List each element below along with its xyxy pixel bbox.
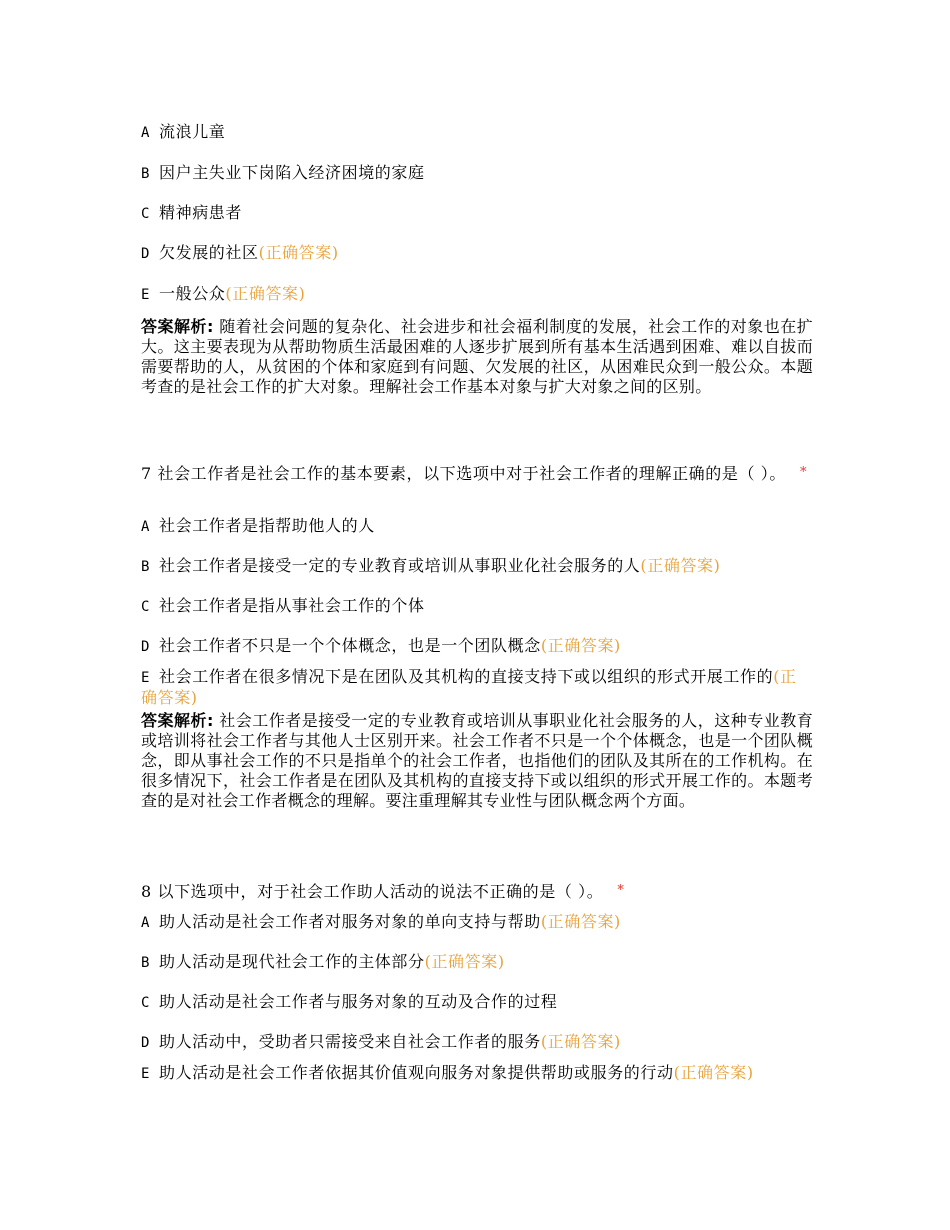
q7-option-e <box>141 667 813 708</box>
option-text: 社会工作者是接受一定的专业教育或培训从事职业化社会服务的人 <box>159 556 641 575</box>
option-letter: D <box>141 246 151 262</box>
option-letter: D <box>141 1035 151 1051</box>
correct-answer-mark: (正确答案) <box>141 667 797 707</box>
option-text: 流浪儿童 <box>159 122 226 141</box>
option-letter: C <box>141 599 151 615</box>
analysis-text: 随着社会问题的复杂化、社会进步和社会福利制度的发展，社会工作的对象也在扩大。这主要表现为从帮助物质生活最困难的人逐步扩展到所有基本生活遇到困难、难以自拔而需要帮助的人，从贫困的个体和家庭到有问题、欠发展的社区，从困难民众到一般公众。本题考查的是社会工作的扩大对象。理解社会工作基本对象与扩大对象之间的区别。 <box>141 317 814 396</box>
q8-option-b <box>141 951 813 974</box>
q6-option-a <box>141 121 813 144</box>
correct-answer-mark: (正确答案) <box>424 952 505 971</box>
analysis-text: 社会工作者是接受一定的专业教育或培训从事职业化社会服务的人，这种专业教育或培训将社会工作者与其他人士区别开来。社会工作者不只是一个个体概念，也是一个团队概念，即从事社会工作的不只是指单个的社会工作者，也指他们的团队及其所在的工作机构。在很多情况下，社会工作者是在团队及其机构的直接支持下或以组织的形式开展工作的。本题考查的是对社会工作者概念的理解。要注重理解其专业性与团队概念两个方面。 <box>141 711 814 810</box>
option-letter: B <box>141 166 151 182</box>
correct-answer-mark: (正确答案) <box>673 1063 754 1082</box>
q6-option-d <box>141 242 813 265</box>
analysis-label: 答案解析: <box>141 317 214 336</box>
option-text: 精神病患者 <box>159 203 243 222</box>
q7-option-d <box>141 635 813 658</box>
option-letter: B <box>141 955 151 971</box>
option-text: 一般公众 <box>159 284 226 303</box>
q8-question <box>141 881 813 905</box>
option-letter: B <box>141 559 151 575</box>
option-text: 社会工作者在很多情况下是在团队及其机构的直接支持下或以组织的形式开展工作的 <box>159 667 774 686</box>
required-mark: * <box>799 465 808 480</box>
q8-option-e <box>141 1063 813 1084</box>
option-text: 助人活动是现代社会工作的主体部分 <box>159 952 425 971</box>
correct-answer-mark: (正确答案) <box>225 284 306 303</box>
q7-option-c <box>141 595 813 618</box>
option-text: 因户主失业下岗陷入经济困境的家庭 <box>159 163 425 182</box>
option-letter: E <box>141 287 151 303</box>
correct-answer-mark: (正确答案) <box>540 636 621 655</box>
option-letter: A <box>141 125 151 141</box>
option-letter: A <box>141 519 151 535</box>
question-text: 7 社会工作者是社会工作的基本要素，以下选项中对于社会工作者的理解正确的是（ ）。 <box>141 464 786 483</box>
q7-analysis <box>141 711 813 811</box>
q6-option-e <box>141 283 813 306</box>
correct-answer-mark: (正确答案) <box>540 912 621 931</box>
question-text: 8 以下选项中，对于社会工作助人活动的说法不正确的是（ ）。 <box>141 882 604 901</box>
required-mark: * <box>617 883 625 898</box>
q8-option-d <box>141 1031 813 1054</box>
option-text: 社会工作者是指从事社会工作的个体 <box>159 596 425 615</box>
option-text: 助人活动是社会工作者对服务对象的单向支持与帮助 <box>159 912 541 931</box>
q6-option-c <box>141 202 813 225</box>
option-letter: E <box>141 1066 151 1082</box>
option-text: 助人活动是社会工作者依据其价值观向服务对象提供帮助或服务的行动 <box>159 1063 674 1082</box>
q8-option-c <box>141 991 813 1014</box>
option-text: 助人活动中，受助者只需接受来自社会工作者的服务 <box>159 1032 541 1051</box>
q6-option-b <box>141 162 813 185</box>
analysis-label: 答案解析: <box>141 711 214 730</box>
option-text: 欠发展的社区 <box>159 243 259 262</box>
q6-analysis <box>141 317 813 397</box>
q7-question <box>141 463 813 487</box>
q8-option-a <box>141 911 813 934</box>
q7-option-b <box>141 555 813 578</box>
option-letter: D <box>141 639 151 655</box>
option-letter: C <box>141 206 151 222</box>
correct-answer-mark: (正确答案) <box>258 243 339 262</box>
option-letter: C <box>141 995 151 1011</box>
option-text: 社会工作者是指帮助他人的人 <box>159 516 375 535</box>
correct-answer-mark: (正确答案) <box>540 1032 621 1051</box>
option-text: 社会工作者不只是一个个体概念，也是一个团队概念 <box>159 636 541 655</box>
option-text: 助人活动是社会工作者与服务对象的互动及合作的过程 <box>159 992 558 1011</box>
option-letter: A <box>141 915 151 931</box>
option-letter: E <box>141 670 151 686</box>
q7-option-a <box>141 515 813 538</box>
correct-answer-mark: (正确答案) <box>640 556 721 575</box>
